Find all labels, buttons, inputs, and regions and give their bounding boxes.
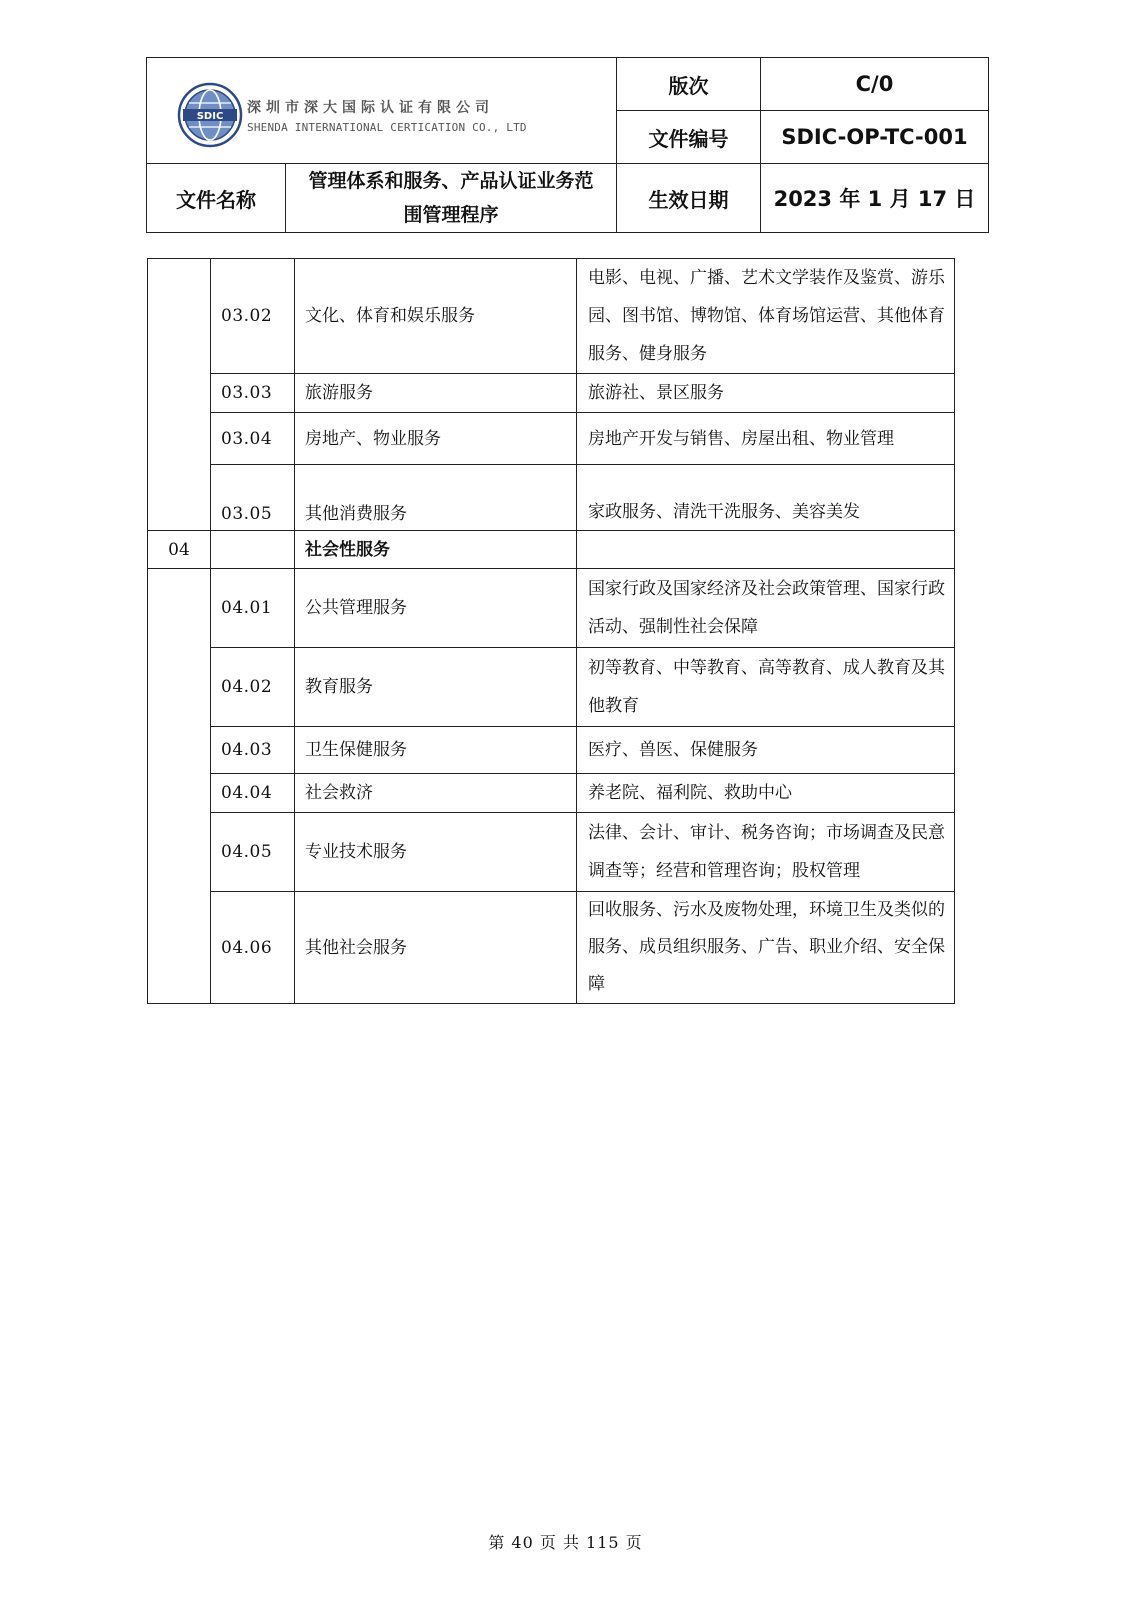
item-name: 其他消费服务	[295, 465, 577, 531]
item-name: 教育服务	[295, 648, 577, 727]
item-code: 03.02	[211, 259, 295, 374]
item-description: 医疗、兽医、保健服务	[577, 727, 955, 774]
table-row	[148, 774, 955, 813]
item-description: 国家行政及国家经济及社会政策管理、国家行政活动、强制性社会保障	[577, 569, 955, 648]
section-header-row	[148, 531, 955, 569]
company-name-en: SHENDA INTERNATIONAL CERTICATION CO., LTD	[247, 120, 527, 134]
item-code: 04.03	[211, 727, 295, 774]
item-description: 养老院、福利院、救助中心	[577, 774, 955, 813]
company-name-cn: 深圳市深大国际认证有限公司	[247, 99, 494, 116]
item-name: 公共管理服务	[295, 569, 577, 648]
item-code: 03.04	[211, 413, 295, 465]
logo-acronym: SDIC	[196, 111, 224, 122]
item-description: 旅游社、景区服务	[577, 374, 955, 413]
item-code: 03.05	[211, 465, 295, 531]
company-logo-cell	[147, 58, 617, 164]
table-row	[148, 413, 955, 465]
effective-date-value: 2023 年 1 月 17 日	[761, 164, 989, 233]
section-empty-cell	[211, 531, 295, 569]
doc-number-value: SDIC-OP-TC-001	[761, 111, 989, 164]
item-description: 初等教育、中等教育、高等教育、成人教育及其他教育	[577, 648, 955, 727]
section-code: 04	[148, 531, 211, 569]
item-code: 04.02	[211, 648, 295, 727]
item-description: 电影、电视、广播、艺术文学装作及鉴赏、游乐园、图书馆、博物馆、体育场馆运营、其他体育服务、健身服务	[577, 259, 955, 374]
page-number: 第 40 页 共 115 页	[488, 1533, 643, 1552]
table-row	[148, 727, 955, 774]
item-code: 04.04	[211, 774, 295, 813]
item-description: 回收服务、污水及废物处理，环境卫生及类似的服务、成员组织服务、广告、职业介绍、安全保障	[577, 892, 955, 1004]
company-logo	[177, 82, 527, 148]
item-name: 旅游服务	[295, 374, 577, 413]
section-empty-desc	[577, 531, 955, 569]
item-name: 社会救济	[295, 774, 577, 813]
doc-name-line-2: 围管理程序	[403, 204, 499, 226]
item-name: 卫生保健服务	[295, 727, 577, 774]
item-description: 房地产开发与销售、房屋出租、物业管理	[577, 413, 955, 465]
item-code: 03.03	[211, 374, 295, 413]
item-name: 专业技术服务	[295, 813, 577, 892]
section-03-continued-cell	[148, 259, 211, 531]
item-description: 家政服务、清洗干洗服务、美容美发	[577, 465, 955, 531]
version-label: 版次	[617, 58, 761, 111]
item-code: 04.05	[211, 813, 295, 892]
doc-number-label: 文件编号	[617, 111, 761, 164]
table-row	[148, 892, 955, 1004]
table-row	[148, 374, 955, 413]
doc-name-value	[286, 164, 617, 233]
item-name: 文化、体育和娱乐服务	[295, 259, 577, 374]
section-04-spanning-cell	[148, 569, 211, 1004]
item-name: 房地产、物业服务	[295, 413, 577, 465]
item-code: 04.01	[211, 569, 295, 648]
item-name: 其他社会服务	[295, 892, 577, 1004]
item-code: 04.06	[211, 892, 295, 1004]
table-row	[148, 465, 955, 531]
table-row	[148, 813, 955, 892]
table-row	[148, 569, 955, 648]
effective-date-label: 生效日期	[617, 164, 761, 233]
section-name: 社会性服务	[295, 531, 577, 569]
globe-logo-icon	[177, 82, 243, 148]
version-value: C/0	[761, 58, 989, 111]
table-row	[148, 259, 955, 374]
document-header	[146, 57, 989, 233]
scope-table	[147, 258, 955, 1004]
item-description: 法律、会计、审计、税务咨询；市场调查及民意调查等；经营和管理咨询；股权管理	[577, 813, 955, 892]
table-row	[148, 648, 955, 727]
doc-name-label: 文件名称	[147, 164, 286, 233]
doc-name-line-1: 管理体系和服务、产品认证业务范	[308, 170, 594, 192]
